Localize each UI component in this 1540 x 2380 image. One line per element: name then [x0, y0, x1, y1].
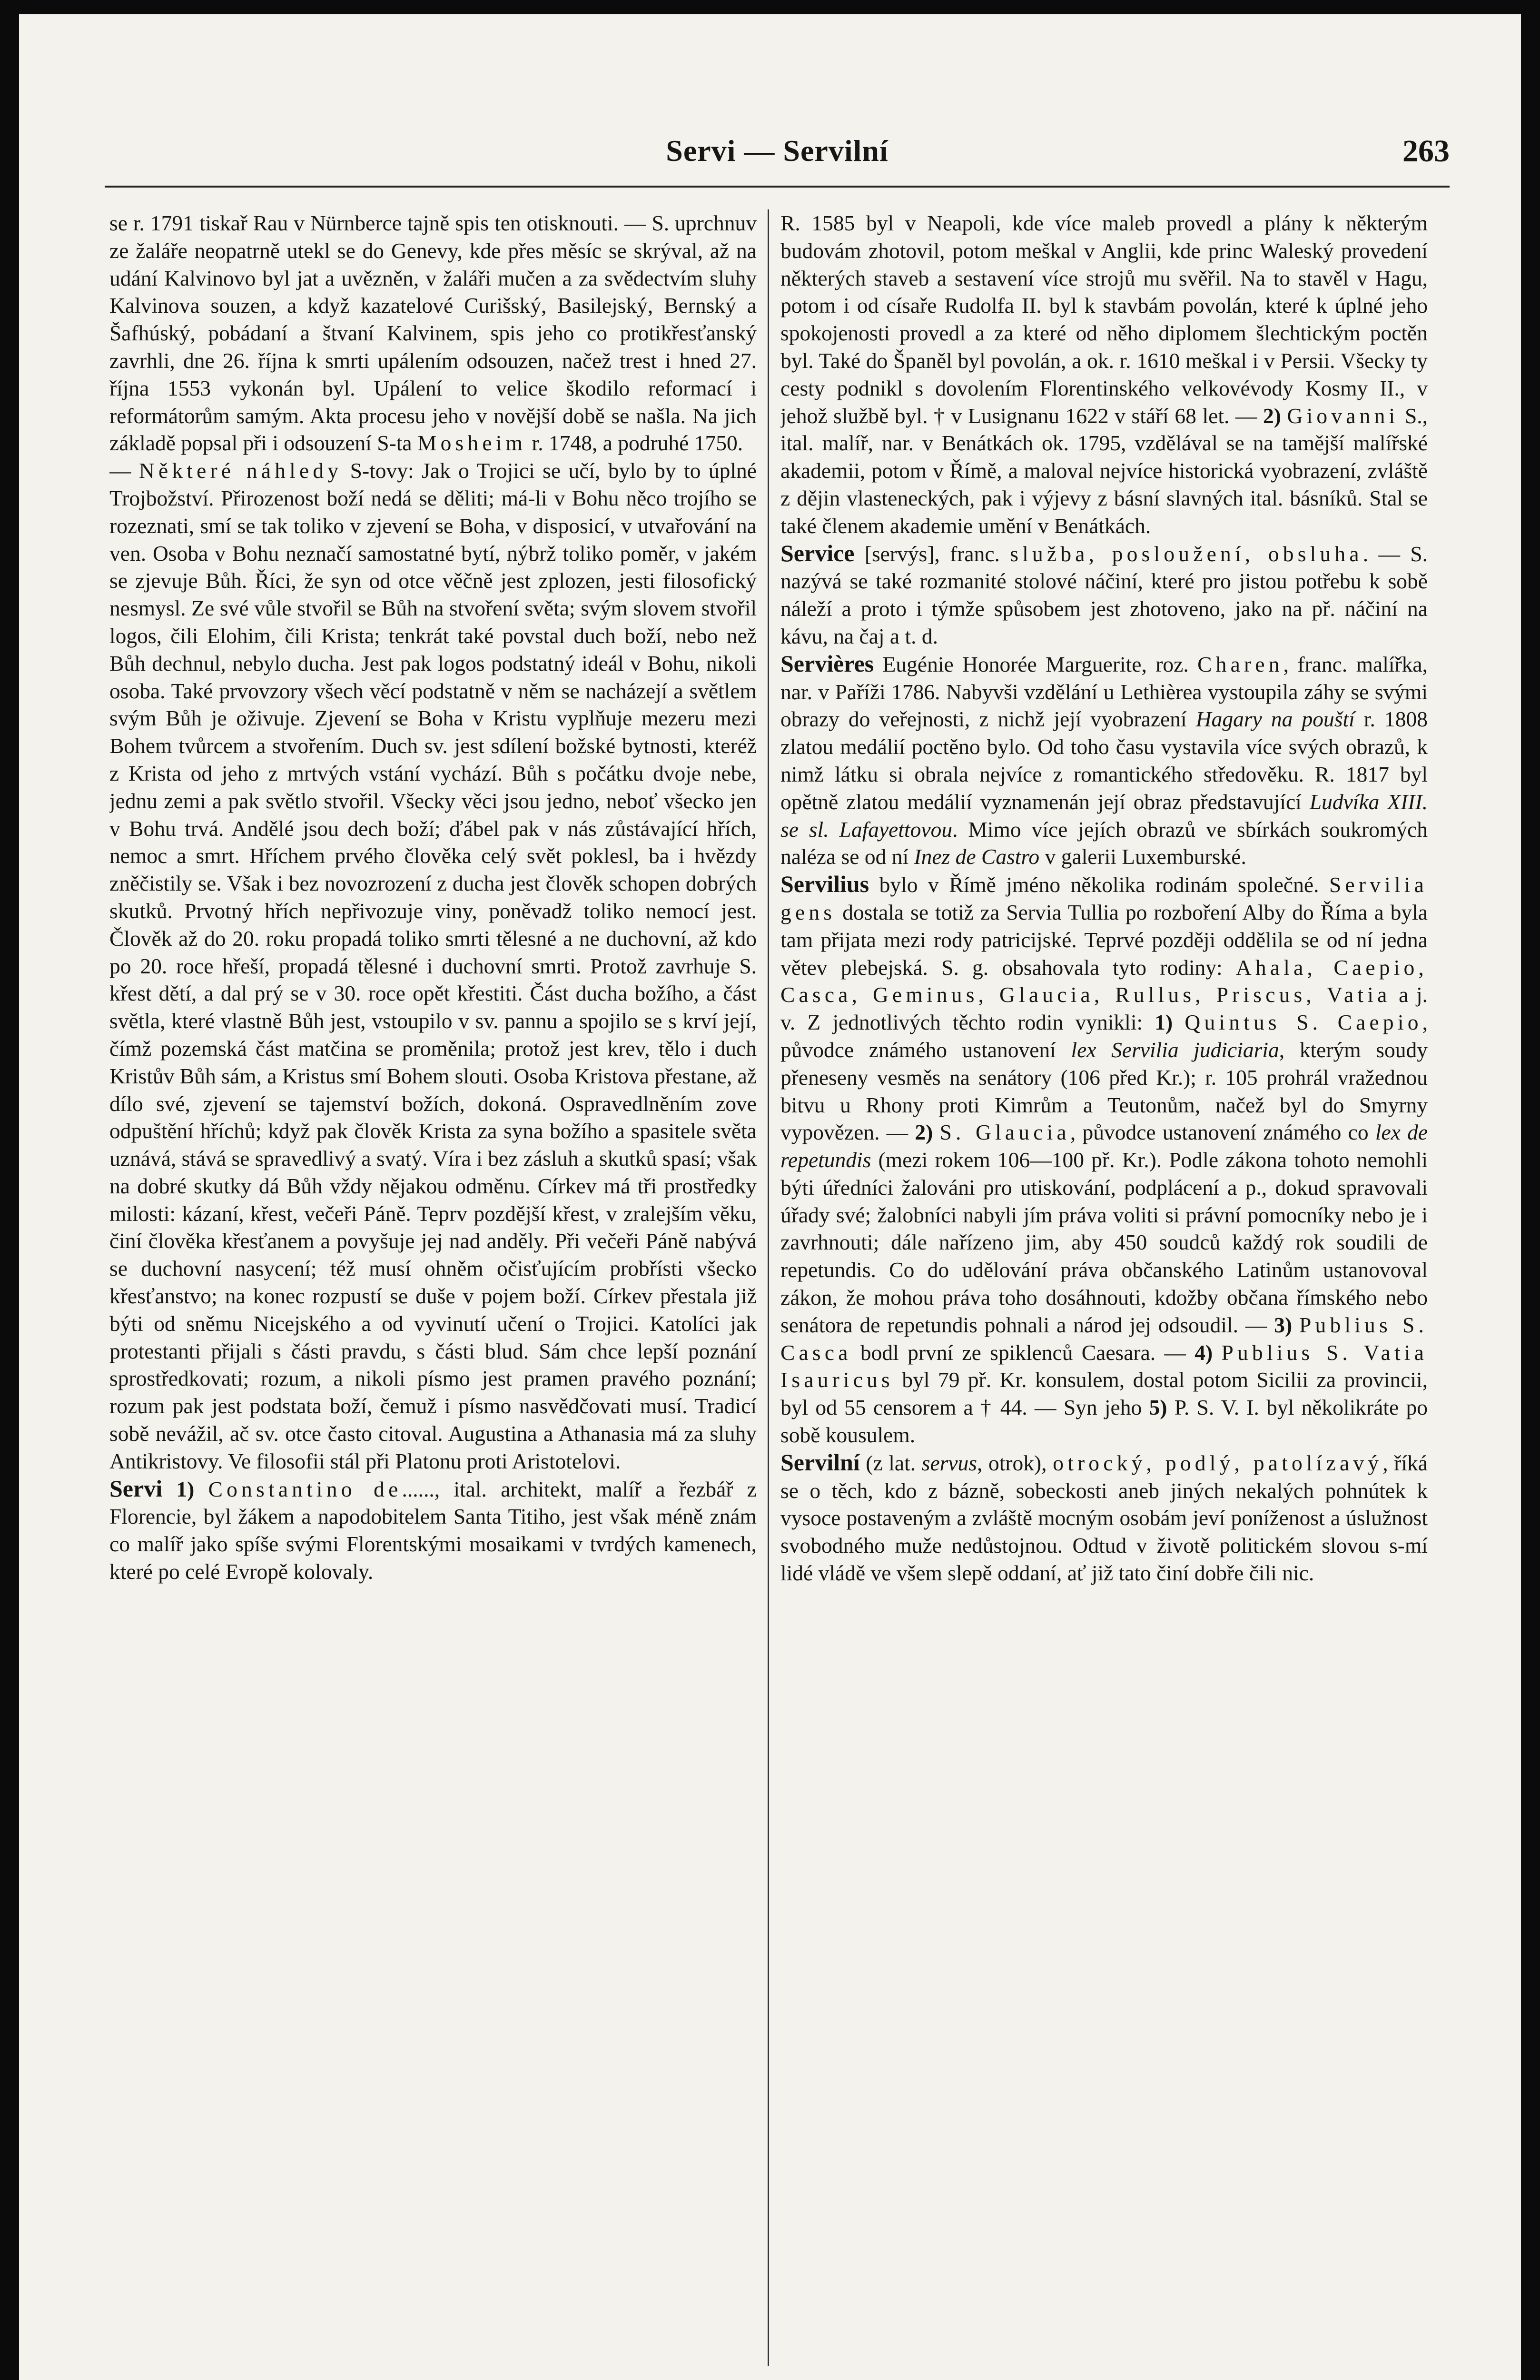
- italic-title: Hagary na pouští: [1195, 707, 1355, 732]
- spaced-term: Servilia gens: [780, 873, 1428, 924]
- italic-term: lex Servilia judiciaria: [1071, 1037, 1279, 1062]
- entry-servieres: Servières Eugénie Honorée Marguerite, roz. Charen, franc. malířka, nar. v Paříži 1786. Nabyvši vzdělání u Lethièrea vystoupila záhy se svými obrazy do veřejnosti, z nichž její vyobrazení Hagary na pouští r. 1808 zlatou medálií poctěno bylo. Od toho času vystavila více svých obrazů, k nimž látku si obrala nejvíce z romantického středověku. R. 1817 byl opětně zlatou medálií vyznamenán její obraz představující Ludvíka XIII. se sl. Lafayettovou. Mimo více jejích obrazů ve sbírkách soukromých naléza se od ní Inez de Castro v galerii Luxemburské.: [780, 650, 1428, 869]
- page-header: [105, 129, 1450, 181]
- entry-number: 1): [1155, 1010, 1173, 1035]
- entry-headword: Service: [780, 539, 855, 566]
- servet-views-paragraph: — Některé náhledy S-tovy: Jak o Trojici se učí, bylo by to úplné Trojbožství. Přirozenost boží nedá se děliti; má-li v Bohu něco trojího se rozeznati, smí se tak toliko v zjevení se Boha, v disposicí, v utvařování na ven. Osoba v Bohu neznačí samostatné bytí, nýbrž toliko poměr, v jakém se zjevuje Bůh. Říci, že syn od otce věčně jest zplozen, jesti filosofický nesmysl. Ze své vůle stvořil se Bůh na stvoření světa; svým slovem stvořil logos, čili Elohim, čili Krista; tenkrát také povstal duch boží, nebo než Bůh dechnul, nebylo ducha. Jest pak logos podstatný ideál v Bohu, nikoli osoba. Také prvovzory všech věcí podstatně v něm se nacházejí a světlem svým Bůh je oživuje. Zjevení se Boha v Kristu vyplňuje mezeru mezi Bohem tvůrcem a stvořením. Duch sv. jest sdílení božské bytnosti, kteréž z Krista od jeho z mrtvých vstání vychází. Bůh s počátku dvoje nebe, jednu zemi a pak světlo stvořil. Všecky věci jsou jedno, neboť všecko jen v Bohu trvá. Andělé jsou dech boží; ďábel pak v nás zůstávající hřích, nemoc a smrt. Hříchem prvého člověka celý svět poklesl, ba i hvězdy zněčistily se. Však i bez novozrození z ducha jest člověk schopen dobrých skutků. Prvotný hřích nepřivozuje viny, poněvadž toliko nemocí jest. Člověk až do 20. roku propadá toliko smrti tělesné a ne duchovní, až kdo po 20. roce hřeší, propadá tělesné i duchovní smrti. Protož zavrhuje S. křest dětí, a dal prý se v 30. roce opět křestiti. Část ducha božího, a část světla, které vlastně Bůh jest, vstoupilo v sv. pannu a spojilo se s krví její, čímž pozemská část matčina se proměnila; protož jest krev, tělo i duch Kristův Bůh sám, a Kristus smí Bohem slouti. Osoba Kristova přestane, až dílo své, zjevení se tajemství božích, dokoná. Ospravedlněním zove odpuštění hříchů; když pak člověk Krista za syna božího a spasitele světa uznává, stává se spravedlivý a svatý. Víra i bez zásluh a skutků spasí; však na dobré skutky dá Bůh vždy nějakou odměnu. Církev má tři prostředky milosti: kázaní, křest, večeři Páně. Teprv pozdější křest, v zralejším věku, činí člověka křesťanem a povyšuje jej nad anděly. Při večeři Páně nabývá se duchovní nasycení; též musí ohněm očisťujícím probřísti všecko křesťanstvo; na konec rozpustí se duše v pojem boží. Církev přestala již býti od sněmu Nicejského a od vyvinutí učení o Trojici. Katolíci jak protestanti přijali s části pravdu, s části blud. Sám chce lepší poznání sprostředkovati; rozum, a nikoli písmo jest pramen pravého poznání; rozum pak jest podstata boží, čemuž i písmo nasvědčovati musí. Tradicí sobě nevážil, ač sv. otce často citoval. Augustina a Athanasia má za sluhy Antikristovy. Ve filosofii stál při Platonu proti Aristotelovi.: [109, 458, 757, 1473]
- column-divider: [768, 209, 769, 2366]
- spaced-name: Quintus S. Caepio: [1185, 1010, 1422, 1035]
- italic-title: Inez de Castro: [914, 844, 1040, 869]
- servet-continuation-paragraph: se r. 1791 tiskař Rau v Nürnberce tajně spis ten otisknouti. — S. uprchnuv ze žaláře neopatrně utekl se do Genevy, kde přes měsíc se skrýval, až na udání Kalvinovo byl jat a uvězněn, v žaláři mučen a za svědectvím sluhy Kalvinova souzen, a když kazatelové Curišský, Basilejský, Bernský a Šafhúský, pobádaní a štvaní Kalvinem, spis jeho co protikřesťanský zavrhli, dne 26. října k smrti upálením odsouzen, načež trest i hned 27. října 1553 vykonán byl. Upálení to velice škodilo reformací i reformátorům samým. Akta procesu jeho v novější době se našla. Na jich základě popsal při i odsouzení S-ta Mosheim r. 1748, a podruhé 1750.: [109, 211, 757, 456]
- spaced-name: Publius S. Vatia Isauricus: [780, 1340, 1428, 1392]
- entry-number: 3): [1274, 1312, 1293, 1337]
- entry-number: 2): [915, 1120, 933, 1145]
- entry-number: 5): [1149, 1395, 1167, 1420]
- spaced-term: služba, posloužení, obsluha: [1010, 541, 1363, 566]
- spaced-name: S. Glaucia: [939, 1120, 1070, 1145]
- spaced-term: otrocký, podlý, patolízavý: [1053, 1450, 1383, 1475]
- entry-headword: Servilní: [780, 1448, 860, 1476]
- entry-servi-continuation: R. 1585 byl v Neapoli, kde více maleb provedl a plány k některým budovám zhotovil, potom meškal v Anglii, kde princ Waleský provedení některých staveb a sestavení více strojů mu svěřil. Na to stavěl v Hagu, potom i od císaře Rudolfa II. byl k stavbám povolán, které k úplné jeho spokojenosti provedl a za které od něho diplomem šlechtickým poctěn byl. Také do Španěl byl povolán, a ok. r. 1610 meškal i v Persii. Všecky ty cesty podnikl s dovolením Florentinského velkovévody Kosmy II., v jehož službě byl. † v Lusignanu 1622 v stáří 68 let. — 2) Giovanni S., ital. malíř, nar. v Benátkách ok. 1795, vzdělával se na tamější malířské akademii, potom v Římě, a maloval nejvíce historická vyobrazení, zvláště z dějin vlasteneckých, pak i výjevy z básní slavných ital. básníků. Stal se také členem akademie umění v Benátkách.: [780, 211, 1428, 538]
- entry-headword: Servières: [780, 650, 874, 677]
- entry-servi: Servi 1) Constantino de......, ital. architekt, malíř a řezbář z Florencie, byl žákem a napodobitelem Santa Titiho, jest však méně znám co malíř jako spíše svými Florentskými mosaikami v tvrdých kamenech, které po celé Evropě kolovaly.: [109, 1475, 757, 1584]
- header-rule: [105, 186, 1450, 188]
- italic-term: lex de repetundis: [780, 1120, 1428, 1172]
- italic-term: servus: [921, 1450, 977, 1475]
- spaced-name: Giovanni: [1287, 403, 1399, 428]
- right-column: [780, 209, 1428, 2380]
- spaced-name: Constantino de: [208, 1477, 402, 1501]
- spaced-name: Publius S. Casca: [780, 1312, 1428, 1365]
- entry-number: 1): [176, 1477, 195, 1501]
- entry-number: 4): [1194, 1340, 1213, 1365]
- book-page: [19, 14, 1521, 2380]
- spaced-name-mosheim: Mosheim: [417, 431, 527, 456]
- page-number: 263: [1402, 134, 1450, 169]
- left-column: [109, 209, 757, 2380]
- spaced-heading-views: Některé náhledy: [138, 458, 343, 483]
- entry-headword: Servi: [109, 1475, 163, 1502]
- entry-servilni: Servilní (z lat. servus, otrok), otrocký, podlý, patolízavý, říká se o těch, kdo z bázně, sobeckosti aneb jiných nekalých pohnútek k vysoce postaveným a zvláště mocným osobám jeví poníženost a úslužnost svobodného muže nedůstojnou. Odtud v životě politickém slovou s-mí lidé vládě ve všem slepě oddaní, ať již tato činí dobře čili nic.: [780, 1448, 1428, 1586]
- entry-servilius: Servilius bylo v Římě jméno několika rodinám společné. Servilia gens dostala se totiž za Servia Tullia po rozboření Alby do Říma a byla tam přijata mezi rody patricijské. Teprvé později oddělila se od ní jedna větev plebejská. S. g. obsahovala tyto rodiny: Ahala, Caepio, Casca, Geminus, Glaucia, Rullus, Priscus, Vatia a j. v. Z jednotlivých těchto rodin vynikli: 1) Quintus S. Caepio, původce známého ustanovení lex Servilia judiciaria, kterým soudy přeneseny vesměs na senátory (106 před Kr.); r. 105 prohrál vražednou bitvu u Rhony proti Kimrům a Teutonům, načež byl do Smyrny vypovězen. — 2) S. Glaucia, původce ustanovení známého co lex de repetundis (mezi rokem 106—100 př. Kr.). Podle zákona tohoto nemohli býti úředníci žalováni pro utiskování, podplácení a p., dokud spravovali úřady své; žalobníci nabyli jím práva voliti si právní pomocníky nebo je i zavrhnouti; dále nařízeno jim, aby 450 soudců každý rok soudili de repetundis. Co do udělování práva občanského Latinům ustanovoval zákon, že mohou práva toho dosáhnouti, kdožby občana římského nebo senátora de repetundis pohnali a národ jej odsoudil. — 3) Publius S. Casca bodl první ze spiklenců Caesara. — 4) Publius S. Vatia Isauricus byl 79 př. Kr. konsulem, dostal potom Sicilii za provincii, byl od 55 censorem a † 44. — Syn jeho 5) P. S. V. I. byl několikráte po sobě kousulem.: [780, 871, 1428, 1448]
- spaced-term: Ahala, Caepio, Casca, Geminus, Glaucia, Rullus, Priscus, Vatia: [780, 955, 1428, 1007]
- entry-number: 2): [1263, 403, 1281, 428]
- entry-service: Service [servýs], franc. služba, posloužení, obsluha. — S. nazývá se také rozmanité stolové náčiní, které pro jistou potřebu k sobě náleží a proto i týmže spůsobem jest zhotoveno, jako na př. náčiní na kávu, na čaj a t. d.: [780, 539, 1428, 648]
- spaced-name: Charen: [1197, 652, 1283, 676]
- entry-headword: Servilius: [780, 871, 869, 898]
- italic-title: Ludvíka XIII. se sl. Lafayettovou: [780, 789, 1428, 842]
- running-title: Servi — Servilní: [666, 134, 888, 168]
